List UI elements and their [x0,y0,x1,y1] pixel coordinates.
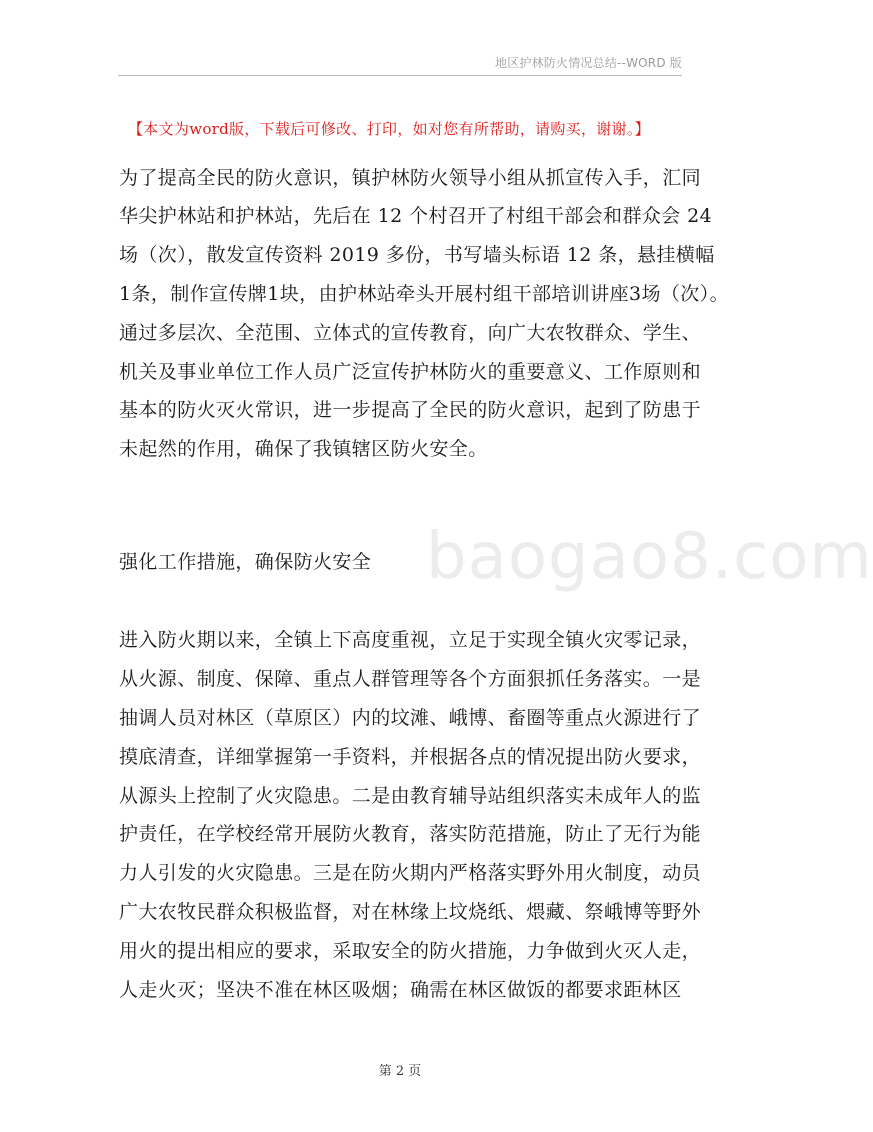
text-line: 基本的防火灭火常识，进一步提高了全民的防火意识，起到了防患于 [119,399,702,421]
purchase-notice: 【本文为word版，下载后可修改、打印，如对您有所帮助，请购买，谢谢。】 [128,120,650,138]
section-heading: 强化工作措施，确保防火安全 [119,551,372,573]
text-line: 人走火灭；坚决不准在林区吸烟；确需在林区做饭的都要求距林区 [119,979,682,1001]
text-line: 力人引发的火灾隐患。三是在防火期内严格落实野外用火制度，动员 [119,862,702,884]
text-line: 抽调人员对林区（草原区）内的坟滩、峨博、畜圈等重点火源进行了 [119,707,702,729]
header-title: 地区护林防火情况总结--WORD 版 [495,56,682,70]
text-line: 用火的提出相应的要求，采取安全的防火措施，力争做到火灭人走， [119,940,702,962]
text-line: 从火源、制度、保障、重点人群管理等各个方面狠抓任务落实。一是 [119,668,702,690]
text-line: 进入防火期以来，全镇上下高度重视，立足于实现全镇火灾零记录， [119,629,702,651]
page-number: 第 2 页 [378,1064,422,1079]
text-line: 通过多层次、全范围、立体式的宣传教育，向广大农牧群众、学生、 [119,322,702,344]
text-line: 从源头上控制了火灾隐患。二是由教育辅导站组织落实未成年人的监 [119,785,702,807]
text-line: 摸底清查，详细掌握第一手资料，并根据各点的情况提出防火要求， [119,746,702,768]
text-line: 场（次），散发宣传资料 2019 多份，书写墙头标语 12 条，悬挂横幅 [119,244,715,266]
text-line: 未起然的作用，确保了我镇辖区防火安全。 [119,438,488,460]
header-divider [118,75,682,76]
text-line: 护责任，在学校经常开展防火教育，落实防范措施，防止了无行为能 [119,823,702,845]
watermark: baogao8.com [426,520,873,594]
text-line: 广大农牧民群众积极监督，对在林缘上坟烧纸、煨藏、祭峨博等野外 [119,901,702,923]
text-line: 1条，制作宣传牌1块，由护林站牵头开展村组干部培训讲座3场（次）。 [119,283,729,305]
text-line: 为了提高全民的防火意识，镇护林防火领导小组从抓宣传入手，汇同 [119,167,702,189]
text-line: 华尖护林站和护林站，先后在 12 个村召开了村组干部会和群众会 24 [119,205,713,227]
text-line: 机关及事业单位工作人员广泛宣传护林防火的重要意义、工作原则和 [119,361,702,383]
